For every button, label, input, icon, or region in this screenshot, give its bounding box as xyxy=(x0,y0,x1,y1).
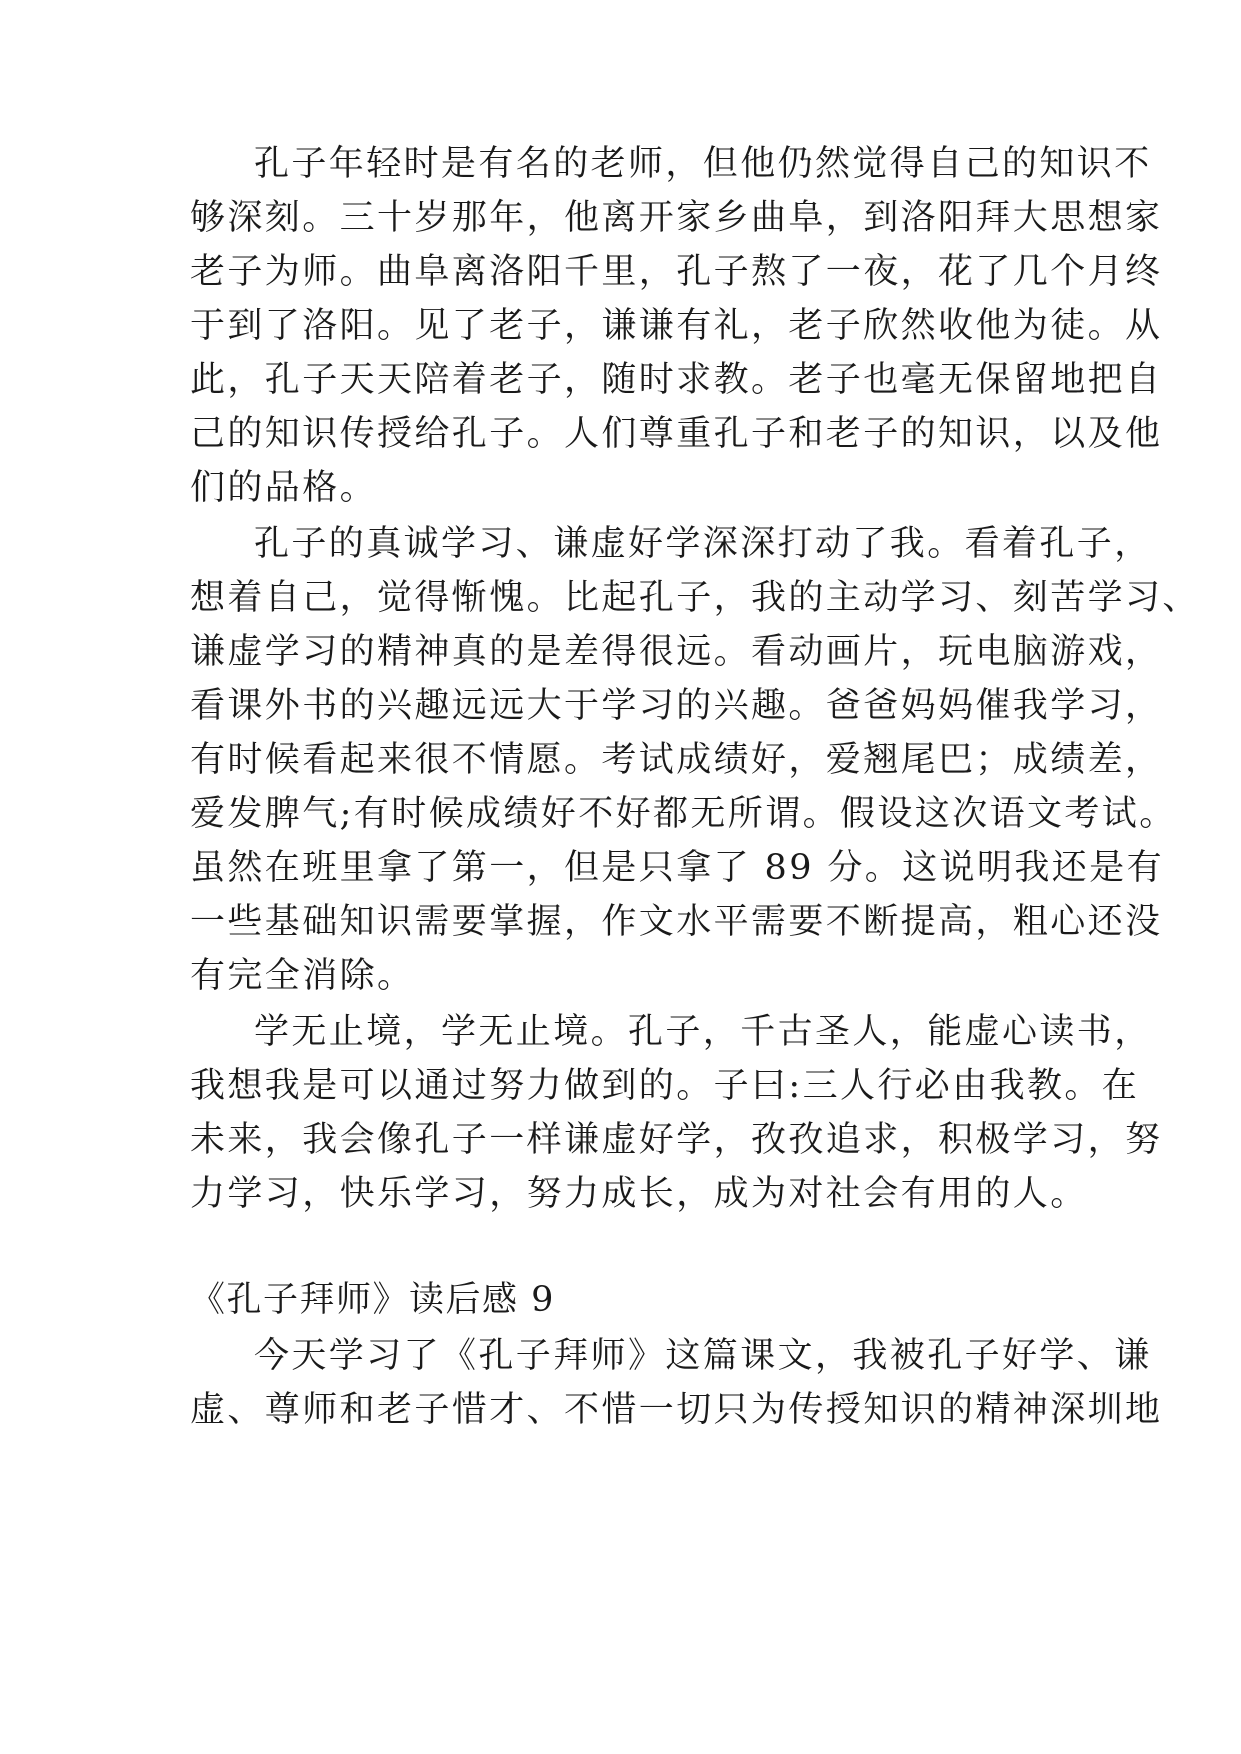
paragraph-2-line-9: 有完全消除。 xyxy=(190,956,415,996)
paragraph-2-line-6: 爱发脾气;有时候成绩好不好都无所谓。假设这次语文考试。 xyxy=(190,794,1177,834)
paragraph-2-line-4: 看课外书的兴趣远远大于学习的兴趣。爸爸妈妈催我学习， xyxy=(190,686,1163,726)
paragraph-2-line-5: 有时候看起来很不情愿。考试成绩好，爱翘尾巴；成绩差， xyxy=(190,740,1163,780)
section-heading: 《孔子拜师》读后感 9 xyxy=(190,1280,555,1320)
paragraph-2-line-2: 想着自己，觉得惭愧。比起孔子，我的主动学习、刻苦学习、 xyxy=(190,578,1200,618)
paragraph-1-line-6: 己的知识传授给孔子。人们尊重孔子和老子的知识，以及他 xyxy=(190,414,1163,454)
paragraph-2-line-3: 谦虚学习的精神真的是差得很远。看动画片，玩电脑游戏， xyxy=(190,632,1163,672)
paragraph-2-line-7: 虽然在班里拿了第一，但是只拿了 89 分。这说明我还是有 xyxy=(190,848,1164,888)
paragraph-1-line-4: 于到了洛阳。见了老子，谦谦有礼，老子欣然收他为徒。从 xyxy=(190,306,1163,346)
paragraph-1-line-1: 孔子年轻时是有名的老师，但他仍然觉得自己的知识不 xyxy=(254,144,1152,184)
paragraph-3-line-3: 未来，我会像孔子一样谦虚好学，孜孜追求，积极学习，努 xyxy=(190,1120,1163,1160)
paragraph-3-line-1: 学无止境，学无止境。孔子，千古圣人，能虚心读书， xyxy=(254,1012,1152,1052)
section-paragraph-line-2: 虚、尊师和老子惜才、不惜一切只为传授知识的精神深圳地 xyxy=(190,1390,1163,1430)
section-paragraph-line-1: 今天学习了《孔子拜师》这篇课文，我被孔子好学、谦 xyxy=(254,1336,1152,1376)
paragraph-1-line-5: 此，孔子天天陪着老子，随时求教。老子也毫无保留地把自 xyxy=(190,360,1163,400)
paragraph-1-line-7: 们的品格。 xyxy=(190,468,378,508)
paragraph-3-line-2: 我想我是可以通过努力做到的。子曰:三人行必由我教。在 xyxy=(190,1066,1140,1106)
paragraph-2-line-1: 孔子的真诚学习、谦虚好学深深打动了我。看着孔子， xyxy=(254,524,1152,564)
paragraph-3-line-4: 力学习，快乐学习，努力成长，成为对社会有用的人。 xyxy=(190,1174,1088,1214)
paragraph-2-line-8: 一些基础知识需要掌握，作文水平需要不断提高，粗心还没 xyxy=(190,902,1163,942)
paragraph-1-line-2: 够深刻。三十岁那年，他离开家乡曲阜，到洛阳拜大思想家 xyxy=(190,198,1163,238)
paragraph-1-line-3: 老子为师。曲阜离洛阳千里，孔子熬了一夜，花了几个月终 xyxy=(190,252,1163,292)
